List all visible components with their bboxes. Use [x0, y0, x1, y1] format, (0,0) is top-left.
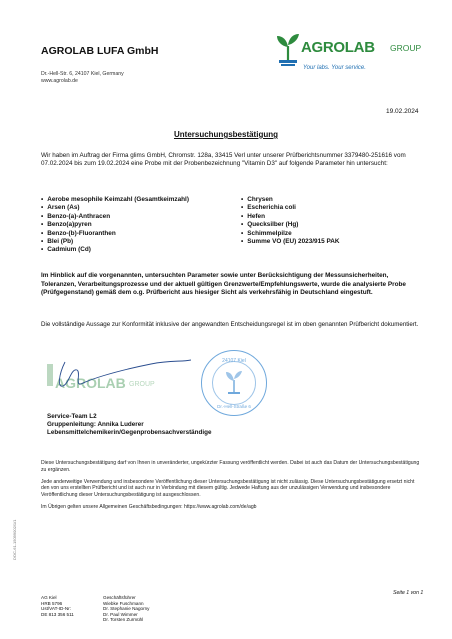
- parameter-column-right: [241, 196, 339, 246]
- signature-logo-word: AGROLAB: [55, 375, 126, 391]
- document-date: 19.02.2024: [386, 108, 419, 115]
- management-line: Geschäftsführer: [103, 595, 136, 600]
- management-line: Wiebke Fuschmann: [103, 600, 144, 606]
- company-name: AGROLAB LUFA GmbH: [41, 45, 159, 57]
- parameter-item: • Schimmelpilze: [241, 230, 339, 238]
- parameter-item: • Benzo(a)pyren: [41, 221, 189, 229]
- conformity-paragraph: Die vollständige Aussage zur Konformität inklusive der angewandten Entscheidungsregel ist im oben genannten Prüfbericht dokumentiert.: [41, 321, 419, 328]
- parameter-item: • Quecksilber (Hg): [241, 221, 339, 229]
- document-code: DOC-61-15099002/1/1: [12, 519, 17, 560]
- management-line: Dr. Torsten Zurmühl: [103, 617, 144, 623]
- parameter-item: • Summe VO (EU) 2023/915 PAK: [241, 238, 339, 246]
- summary-paragraph: Im Hinblick auf die vorgenannten, untersuchten Parameter sowie unter Berücksichtigung der Messunsicherheiten, Toleranzen, Verarbeitungsprozesse und der aktuell gültigen Grenzwerte/Empfehlungswerte, wurde die analysierte Probe (Prüfgegenstand) gemäß dem o.g. Prüfbericht aus hiesiger Sicht als verkehrsfähig in Deutschland eingestuft.: [41, 272, 406, 297]
- parameter-item: • Benzo-(a)-Anthracen: [41, 213, 189, 221]
- website-line: www.agrolab.de: [41, 78, 78, 84]
- parameter-item: • Hefen: [241, 213, 339, 221]
- stamp-text-top: 24107 Kiel: [222, 358, 246, 364]
- logo-group: GROUP: [390, 43, 422, 53]
- intro-paragraph: Wir haben im Auftrag der Firma glims GmbH, Chromstr. 128a, 33415 Verl unter unserer Prüfberichtsnummer 3379480-251616 vom 07.02.2024 bis zum 19.02.2024 eine Probe mit der Probenbezeichnung "Vitamin D3" auf folgende Parameter hin untersucht:: [41, 152, 406, 168]
- group-lead: Gruppenleitung: Annika Luderer: [47, 421, 144, 429]
- registry-line: HRB 5796: [41, 600, 63, 606]
- parameter-item: • Cadmium (Cd): [41, 246, 189, 254]
- registry-info: [41, 595, 74, 617]
- document-title: Untersuchungsbestätigung: [173, 130, 278, 139]
- agrolab-logo: [273, 26, 433, 78]
- signature-logo-group: GROUP: [129, 381, 155, 388]
- page-number: Seite 1 von 1: [393, 590, 424, 596]
- legal-paragraph: Diese Untersuchungsbestätigung darf von Ihnen in unveränderter, ungekürzter Fassung veröffentlicht werden. Dabei ist auch das Datum der Untersuchungsbestätigung zu ergänzen.: [41, 460, 420, 473]
- parameter-item: • Arsen (As): [41, 204, 189, 212]
- parameter-item: • Blei (Pb): [41, 238, 189, 246]
- parameter-column-left: [41, 196, 189, 255]
- parameter-item: • Chrysen: [241, 196, 339, 204]
- parameter-item: • Aerobe mesophile Keimzahl (Gesamtkeimzahl): [41, 196, 189, 204]
- company-stamp: [201, 350, 267, 416]
- service-block: [47, 413, 211, 438]
- stamp-icon: [201, 350, 267, 416]
- signer-role: Lebensmittelchemikerin/Gegenprobensachverständige: [47, 429, 212, 437]
- stamp-text-bottom: Dr.-Hell-Straße 6: [217, 404, 251, 409]
- registry-line: AG Kiel: [41, 595, 57, 600]
- sprout-icon: [273, 30, 303, 68]
- logo-word: AGROLAB: [301, 39, 375, 56]
- management-line: Dr. Stephanie Nagorny: [103, 606, 150, 612]
- management-info: [103, 595, 149, 623]
- address-line: Dr.-Hell-Str. 6, 24107 Kiel, Germany: [41, 71, 124, 77]
- legal-paragraph: Im Übrigen gelten unsere Allgemeinen Geschäftsbedingungen: https://www.agrolab.com/de/agb: [41, 503, 257, 510]
- registry-line: Ust/VAT-ID-Nr:: [41, 606, 71, 612]
- parameter-item: • Escherichia coli: [241, 204, 339, 212]
- management-line: Dr. Paul Wimmer: [103, 611, 138, 617]
- signature-area: [41, 348, 421, 410]
- signature-logo: [41, 358, 191, 408]
- service-team: Service-Team L2: [47, 413, 97, 420]
- company-address: [41, 71, 124, 85]
- parameter-item: • Benzo-(b)-Fluoranthen: [41, 230, 189, 238]
- logo-tagline: Your labs. Your service.: [303, 65, 366, 71]
- registry-line: DE 813 356 511: [41, 611, 74, 617]
- legal-paragraph: Jede anderweitige Verwendung und insbesondere Veröffentlichung dieser Untersuchungsbestätigung ist nicht zulässig. Diese Untersuchungsbestätigung ersetzt nicht den von uns erstellten Prüfbericht und ist auch nur in Verbindung mit diesem gültig. Jedwede Haftung aus der unzulässigen Verwendung und insbesondere Veröffentlichung dieser Untersuchungsbestätigung ist ausgeschlossen.: [41, 478, 415, 499]
- legal-notes: [41, 460, 421, 516]
